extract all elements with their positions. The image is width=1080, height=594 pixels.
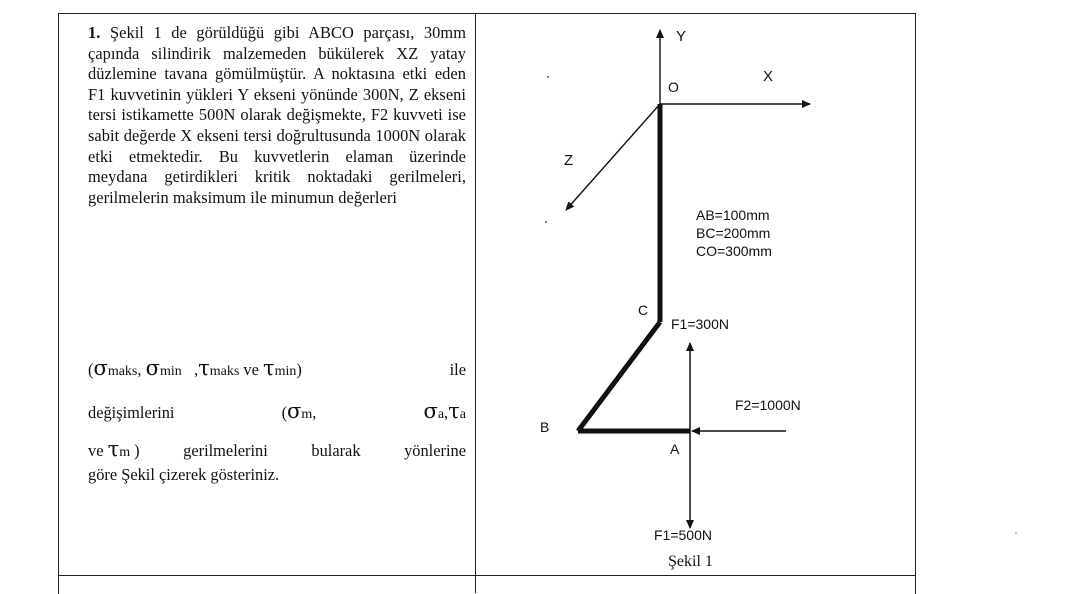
dim-co: CO=300mm — [696, 243, 772, 259]
member-cb — [578, 322, 660, 431]
problem-body: Şekil 1 de görüldüğü gibi ABCO parçası, 30mm çapında silindirik malzemeden bükülerek XZ yatay düzlemine tavana gömülmüştür. A noktasına etki eden F1 kuvvetinin yükleri Y ekseni yönünde 300N, Z ekseni tersi istikamette 500N olarak değişmekte, F2 kuvveti ise sabit değerde X ekseni tersi doğrultusunda 1000N olarak etki etmektedir. Bu kuvvetlerin elaman üzerinde meydana getirdikleri kritik noktadaki gerilmeleri, gerilmelerin maksimum ile minumun değerleri — [88, 23, 466, 207]
mean-stress: (σm, — [281, 399, 317, 423]
problem-number: 1. — [88, 23, 101, 42]
f1-up-label: F1=300N — [671, 316, 729, 332]
amplitude-stresses: σa,τa — [423, 399, 466, 423]
degisimlerini-word: değişimlerini — [88, 403, 175, 422]
point-b-label: B — [540, 419, 550, 435]
speck — [547, 76, 549, 78]
axis-x-label: X — [763, 68, 774, 85]
z-axis-arrow — [566, 104, 660, 210]
f1-down-label: F1=500N — [654, 527, 712, 543]
stress-list: (σmaks, σmin ,τmaks ve τmin) — [88, 356, 302, 380]
f2-label: F2=1000N — [735, 397, 801, 413]
point-a-label: A — [670, 441, 680, 457]
speck — [1015, 532, 1017, 534]
dim-ab: AB=100mm — [696, 207, 770, 223]
dim-bc: BC=200mm — [696, 225, 771, 241]
axis-y-label: Y — [676, 28, 687, 45]
closing-line-1: ve τm ) gerilmelerini bularak yönlerine — [88, 437, 466, 461]
speck — [545, 221, 547, 223]
point-o-label: O — [668, 79, 679, 95]
point-c-label: C — [638, 302, 649, 318]
axis-z-label: Z — [564, 152, 574, 169]
closing-line-2: göre Şekil çizerek gösteriniz. — [88, 465, 280, 484]
ile-word: ile — [449, 360, 466, 379]
figure-caption: Şekil 1 — [668, 553, 713, 570]
